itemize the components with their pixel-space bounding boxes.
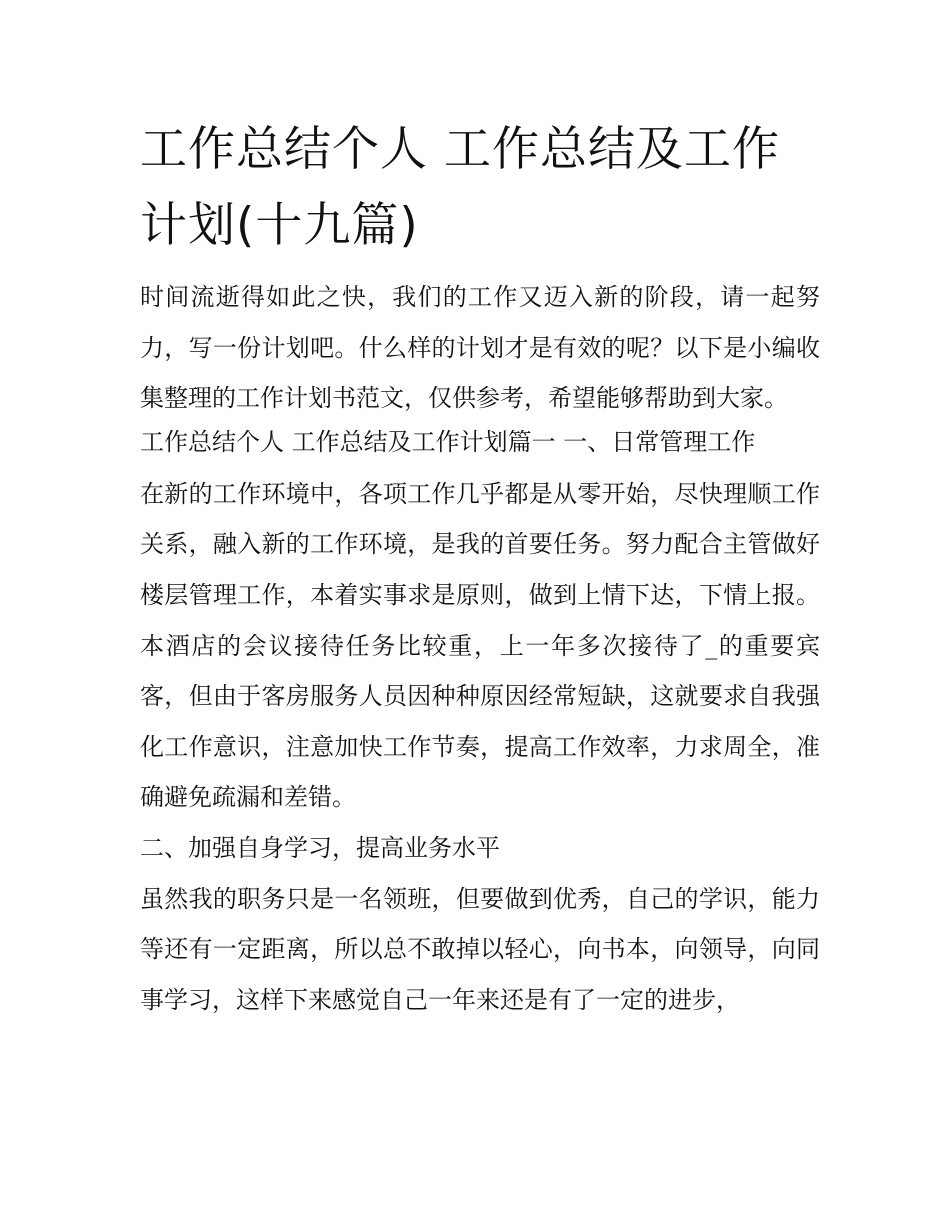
section2-body: 虽然我的职务只是一名领班，但要做到优秀，自己的学识，能力等还有一定距离，所以总不敢掉以轻心，向书本，向领导，向同事学习，这样下来感觉自己一年来还是有了一定的进步， [140, 884, 820, 1014]
document-title: 工作总结个人 工作总结及工作计划(十九篇) [140, 122, 780, 253]
section1-body: 在新的工作环境中，各项工作几乎都是从零开始，尽快理顺工作关系，融入新的工作环境，是我的首要任务。努力配合主管做好楼层管理工作，本着实事求是原则，做到上情下达，下情上报。本酒店的会议接待任务比较重，上一年多次接待了_的重要宾客，但由于客房服务人员因种种原因经常短缺，这就要求自我强化工作意识，注意加快工作节奏，提高工作效率，力求周全，准确避免疏漏和差错。 [140, 479, 820, 812]
section2-heading: 二、加强自身学习，提高业务水平 [140, 833, 500, 862]
section1-heading: 工作总结个人 工作总结及工作计划篇一 一、日常管理工作 [140, 427, 756, 456]
document-page [140, 112, 820, 1025]
intro-paragraph: 时间流逝得如此之快，我们的工作又迈入新的阶段，请一起努力，写一份计划吧。什么样的计划才是有效的呢？以下是小编收集整理的工作计划书范文，仅供参考，希望能够帮助到大家。 [140, 283, 820, 413]
